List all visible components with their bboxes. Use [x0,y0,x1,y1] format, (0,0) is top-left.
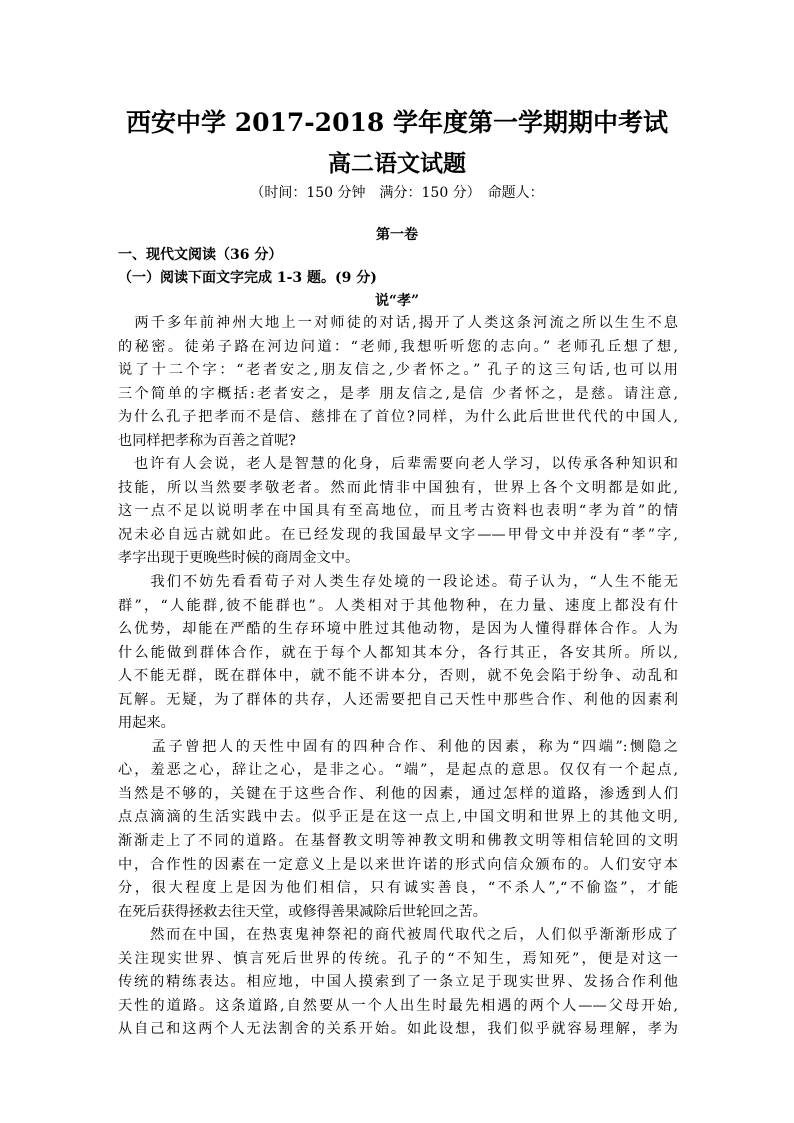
article-line: 人不能无群，既在群体中，就不能不讲本分，否则，就不免会陷于纷争、动乱和 [118,668,678,685]
section-heading: 一、现代文阅读（36 分） [118,247,283,263]
article-line: 孟子曾把人的天性中固有的四种合作、利他的因素，称为“四端”:恻隐之 [118,738,678,755]
article-line: 也同样把孝称为百善之首呢? [118,432,296,449]
article-line: 也许有人会说，老人是智慧的化身，后辈需要向老人学习，以传承各种知识和 [118,456,678,473]
article-line: 说了十二个字：“老者安之,朋友信之,少者怀之。” 孔子的这三句话,也可以用 [118,362,678,379]
article-line: 心，羞恶之心，辞让之心，是非之心。“端”，是起点的意思。仅仅有一个起点, [118,762,678,779]
article-line: 群”，“人能群,彼不能群也”。人类相对于其他物种，在力量、速度上都没有什 [118,597,678,614]
article-body [118,312,678,1042]
article-line: 用起来。 [118,715,175,732]
article-line: 当然是不够的，关键在于这些合作、利他的因素，通过怎样的道路，渗透到人们 [118,785,678,802]
exam-title: 西安中学 2017-2018 学年度第一学期期中考试 [126,108,668,137]
exam-meta: （时间：150 分钟 满分：150 分） 命题人： [250,185,544,201]
article-line: 瓦解。无疑，为了群体的共存，人还需要把自己天性中那些合作、利他的因素利 [118,691,678,708]
article-line: 我们不妨先看看荀子对人类生存处境的一段论述。荀子认为，“人生不能无 [118,574,678,591]
article-line: 这一点不足以说明孝在中国具有至高地位，而且考古资料也表明“孝为首”的情 [118,503,678,520]
article-line: 然而在中国，在热衷鬼神祭祀的商代被周代取代之后，人们似乎渐渐形成了 [118,927,678,944]
article-line: 在死后获得拯救去往天堂，或修得善果减除后世轮回之苦。 [118,903,487,920]
article-line: 两千多年前神州大地上一对师徒的对话,揭开了人类这条河流之所以生生不息 [118,315,678,331]
article-line: 从自己和这两个人无法割舍的关系开始。如此设想，我们似乎就容易理解，孝为 [118,1021,678,1038]
article-line: 传统的精练表达。相应地，中国人摸索到了一条立足于现实世界、发扬合作利他 [118,974,678,991]
article-line: 什么能做到群体合作，就在于每个人都知其本分，各行其正，各安其所。所以, [118,644,678,661]
article-line: 的秘密。徒弟子路在河边问道：“老师,我想听听您的志向。” 老师孔丘想了想, [118,338,678,355]
article-line: 技能，所以当然要孝敬老者。然而此情非中国独有，世界上各个文明都是如此, [118,479,678,496]
subsection-heading: （一）阅读下面文字完成 1-3 题。(9 分) [118,270,377,286]
article-line: 天性的道路。这条道路,自然要从一个人出生时最先相遇的两个人——父母开始, [118,997,678,1014]
article-line: 点点滴滴的生活实践中去。似乎正是在这一点上,中国文明和世界上的其他文明, [118,809,678,826]
article-line: 么优势，却能在严酷的生存环境中胜过其他动物，是因为人懂得群体合作。人为 [118,621,678,638]
article-line: 况未必自远古就如此。在已经发现的我国最早文字——甲骨文中并没有“孝”字, [118,526,678,543]
exam-subtitle: 高二语文试题 [328,150,466,177]
article-line: 渐渐走上了不同的道路。在基督教文明等神教文明和佛教文明等相信轮回的文明 [118,833,678,850]
volume-heading: 第一卷 [376,227,418,243]
article-line: 孝字出现于更晚些时候的商周金文中。 [118,550,360,567]
article-title: 说“孝” [374,293,420,309]
article-line: 三个简单的字概括:老者安之，是孝 朋友信之,是信 少者怀之，是慈。请注意, [118,385,678,402]
article-line: 分，很大程度上是因为他们相信，只有诚实善良，“不杀人”,“不偷盗”，才能 [118,880,678,897]
article-line: 为什么孔子把孝而不是信、慈排在了首位?同样，为什么此后世世代代的中国人, [118,409,678,426]
article-line: 中，合作性的因素在一定意义上是以来世许诺的形式向信众颁布的。人们安守本 [118,856,678,873]
article-line: 关注现实世界、慎言死后世界的传统。孔子的“不知生，焉知死”，便是对这一 [118,950,678,967]
